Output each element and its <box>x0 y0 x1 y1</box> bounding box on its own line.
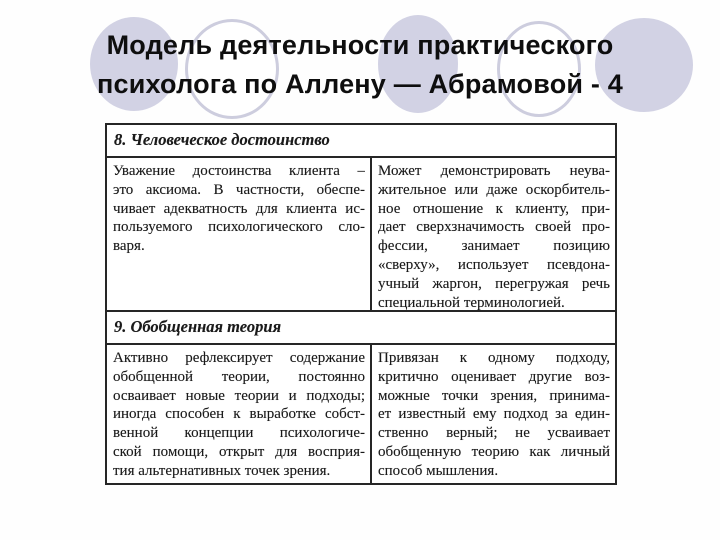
section-9-body-row <box>107 345 615 483</box>
text-line: осваивает новые теории и подходы; <box>113 387 365 404</box>
text-line: ное отношение к клиенту, при- <box>378 200 610 217</box>
section-8-right-cell <box>370 158 615 310</box>
text-line: дает сверхзначимость своей про- <box>378 219 610 236</box>
text-line: способ мышления. <box>378 462 499 479</box>
text-line: «сверху», использует псевдона- <box>378 256 610 273</box>
section-9-right-cell <box>370 345 615 483</box>
text-line: критично оценивает другие воз- <box>378 368 610 385</box>
text-line: Активно рефлексирует содержание <box>113 350 365 366</box>
text-line: Может демонстрировать неува- <box>378 163 610 179</box>
text-line: жительное или даже оскорбитель- <box>378 181 610 198</box>
text-line: Уважение достоинства клиента – <box>113 163 365 179</box>
text-line: обобщенной теории, постоянно <box>113 368 365 385</box>
text-line: пользуемого психологического сло- <box>113 219 365 236</box>
text-line: иногда способен к выработке собст- <box>113 406 365 423</box>
text-line: ской помощи, открыт для восприя- <box>113 443 365 460</box>
text-line: можные точки зрения, принима- <box>378 387 610 404</box>
section-8-body-row <box>107 158 615 312</box>
text-line: фессии, занимает позицию <box>378 238 610 255</box>
text-line: венной концепции психологиче- <box>113 425 365 442</box>
slide-title <box>3 26 717 104</box>
text-line: чивает адекватность для клиента ис- <box>113 200 365 217</box>
slide-title-line-2: психолога по Аллену — Абрамовой - 4 <box>96 69 623 99</box>
section-8-header: 8. Человеческое достоинство <box>107 125 615 158</box>
section-9-left-cell <box>107 345 370 483</box>
text-line: Привязан к одному подходу, <box>378 350 610 366</box>
text-line: ет известный ему подход за един- <box>378 406 610 423</box>
text-line: обобщенную теорию как личный <box>378 443 610 460</box>
section-8-left-cell <box>107 158 370 310</box>
slide-title-line-1: Модель деятельности практического <box>106 30 614 60</box>
section-9-header: 9. Обобщенная теория <box>107 312 615 345</box>
text-line: варя. <box>113 238 145 255</box>
scanned-table <box>105 123 617 485</box>
text-line: тия альтернативных точек зрения. <box>113 462 331 479</box>
text-line: учный жаргон, перегружая речь <box>378 275 610 292</box>
text-line: специальной терминологией. <box>378 294 565 311</box>
text-line: это аксиома. В частности, обеспе- <box>113 181 365 198</box>
text-line: ственно верный; не усваивает <box>378 425 610 442</box>
